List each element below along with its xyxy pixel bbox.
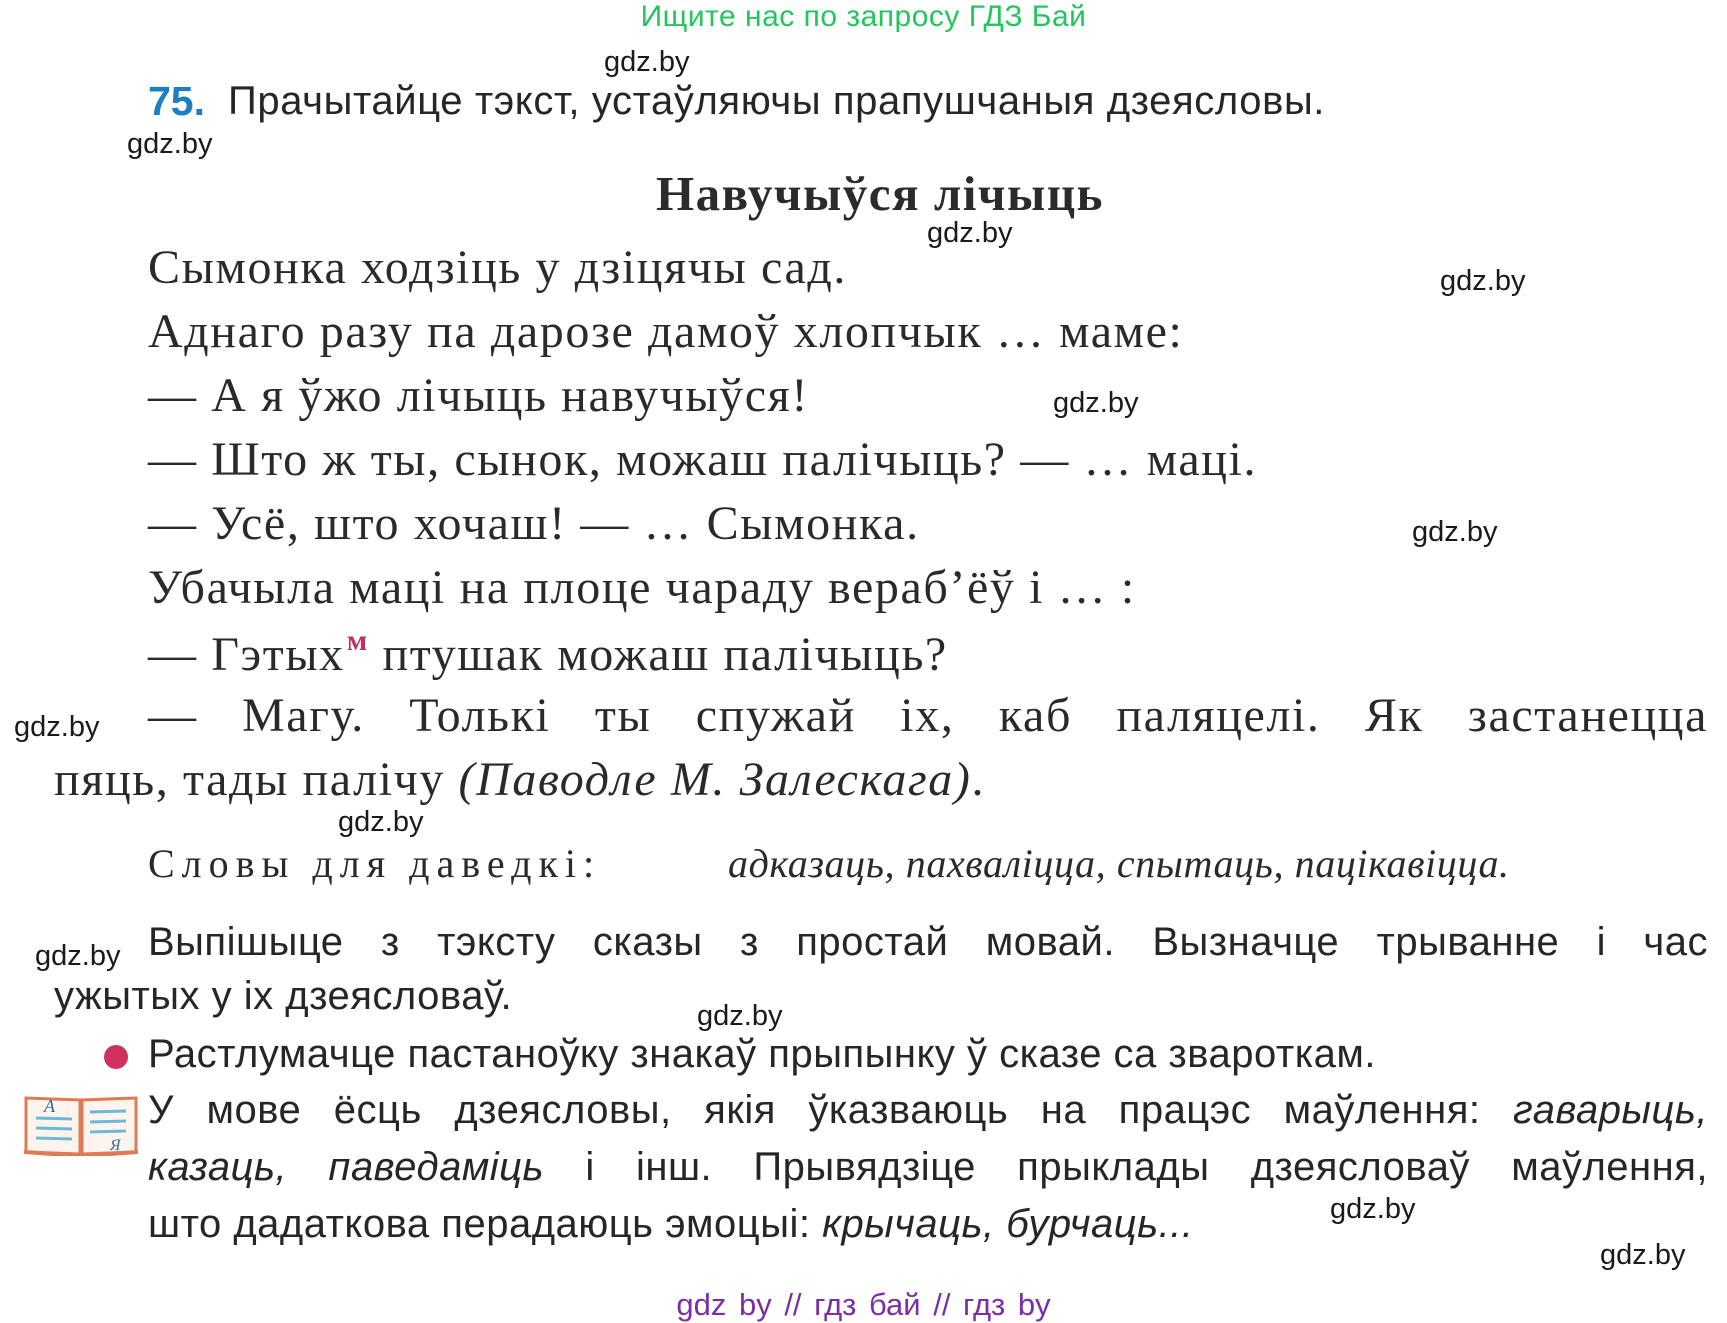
text-line: Сымонка ходзіць у дзіцячы сад. [148, 241, 847, 294]
watermark: gdz.by [35, 940, 121, 972]
text-fragment: . [971, 753, 986, 806]
top-banner[interactable]: Ищите нас по запросу ГДЗ Бай [640, 0, 1087, 33]
reference-words: адказаць, пахваліцца, спытаць, пацікавіцца. [728, 841, 1510, 886]
info-line2 [148, 1145, 1708, 1190]
watermark: gdz.by [127, 128, 213, 160]
text-fragment: птушак можаш палічыць? [382, 628, 948, 681]
info-line1 [148, 1088, 1708, 1133]
watermark: gdz.by [1330, 1193, 1416, 1225]
info-example: гаварыць, [1513, 1088, 1708, 1132]
info-example: казаць, паведаміць [148, 1145, 545, 1189]
task2: Растлумачце пастаноўку знакаў прыпынку ў сказе са звароткам. [148, 1032, 1376, 1076]
watermark: gdz.by [927, 217, 1013, 249]
info-text: што дадаткова перадаюць эмоцыі: [148, 1202, 811, 1246]
text-line: — Магу. Толькі ты спужай іх, каб паляцелі. Як застанецца [148, 689, 1708, 742]
watermark: gdz.by [14, 711, 100, 743]
footnote-mark: м [346, 624, 369, 657]
task-number: 75. [148, 78, 205, 124]
footer-links[interactable]: gdz by // гдз бай // гдз by [676, 1287, 1051, 1322]
text-line: — Усё, што хочаш! — … Сымонка. [148, 497, 920, 550]
reference-label: Словы для даведкі: [148, 841, 602, 886]
watermark: gdz.by [338, 806, 424, 838]
watermark: gdz.by [1053, 387, 1139, 419]
bullet-dot-icon [104, 1045, 128, 1069]
book-letter-ya: Я [110, 1137, 121, 1154]
info-text: і інш. Прывядзіце прыклады дзеясловаў маўлення, [585, 1145, 1708, 1189]
info-line3 [148, 1202, 1194, 1247]
book-letter-a: А [44, 1096, 55, 1116]
text-fragment: пяць, тады палічу [54, 753, 445, 806]
watermark: gdz.by [1412, 516, 1498, 548]
watermark: gdz.by [1440, 265, 1526, 297]
info-example: крычаць, бурчаць... [822, 1202, 1194, 1246]
text-line [148, 624, 948, 682]
open-book-icon [22, 1088, 140, 1156]
info-text: У мове ёсць дзеясловы, якія ўказваюць на працэс маўлення: [148, 1088, 1481, 1132]
text-line: — А я ўжо лічыць навучыўся! [148, 369, 809, 422]
watermark: gdz.by [604, 46, 690, 78]
text-line: Аднаго разу па дарозе дамоў хлопчык … маме: [148, 305, 1184, 358]
watermark: gdz.by [1600, 1239, 1686, 1271]
text-line: — Што ж ты, сынок, можаш палічыць? — … маці. [148, 433, 1258, 486]
author-attribution: (Паводле М. Залескага) [458, 753, 972, 806]
text-title: Навучыўся лічыць [656, 166, 1104, 221]
task1-line2: ужытых у іх дзеясловаў. [54, 974, 513, 1018]
task-instruction: Прачытайце тэкст, устаўляючы прапушчаныя дзеясловы. [228, 79, 1326, 123]
watermark: gdz.by [697, 1000, 783, 1032]
text-fragment: — Гэтых [148, 628, 345, 681]
text-line: Убачыла маці на плоце чараду вераб’ёў і … : [148, 561, 1136, 614]
task1-line1: Выпішыце з тэксту сказы з простай мовай. Вызначце трыванне і час [148, 920, 1708, 964]
text-line [54, 752, 985, 807]
